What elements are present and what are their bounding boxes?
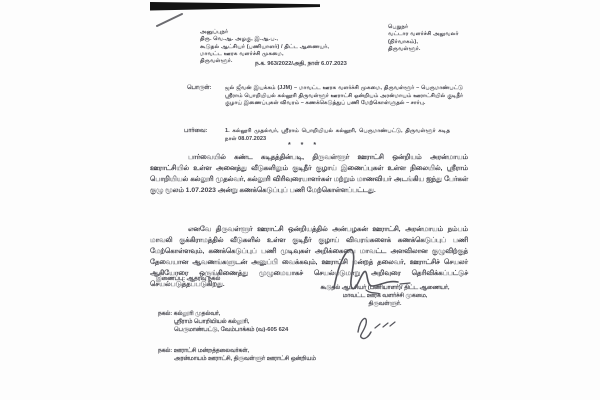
signature-mark xyxy=(320,242,415,296)
copy1-line2: ஸ்ரீராம் பொறியியல் கல்லூரி, xyxy=(174,318,250,325)
pen-slash-mark xyxy=(154,11,188,29)
copy2-line1: நகல்: ஊராட்சி மன்றத்தலைவர்கள், xyxy=(158,348,250,354)
signoff-designation: கூடுதல் ஆட்சியர் (பணியாளர்)/ திட்ட ஆணையர், xyxy=(320,285,450,291)
copy1-line3: பெருமாண்பட்டு, வேம்பாக்கம் (வ)-605 624 xyxy=(174,326,289,333)
sender-block xyxy=(200,29,350,65)
copy-block-1 xyxy=(158,311,288,334)
subject-text: ஜல் ஜீவன் இயக்கம் (JJM) – மாவட்ட ஊரக வளர்ச்சி முகமை, திருவள்ளூர் – பெருமாண்பட்டு ஸ்ரீராம் பொறியியல் கல்லூரி திருவள்ளூர் ஊராட்சி ஒன்றியம் அரன்மாயம் ஊராட்சியில் குடிநீர் குழாய் இணைப்புகள் விவரம் – கணக்கெடுத்துப் பணி மேற்கொள்ளுதல் – சார்பு. xyxy=(225,85,463,106)
recipient-place: திருவள்ளூர். xyxy=(388,45,421,52)
sender-name: திரு. வெ.ஆ. அழகு, இ.ஆ.ப., xyxy=(200,36,279,43)
initials-mark xyxy=(350,312,398,342)
copy-block-2 xyxy=(158,348,316,364)
sender-place: திருவள்ளூர். xyxy=(200,58,233,65)
enclosure-line: இணைப்பு: ஆதரவு நகல் xyxy=(156,276,221,282)
recipient-label: பெறுநர் xyxy=(388,24,409,30)
signoff-office: மாவட்ட ஊரக வளர்ச்சி முகமை, xyxy=(342,292,428,299)
sender-designation: கூடுதல் ஆட்சியர் (பணியாளர்) / திட்ட ஆணையர், xyxy=(200,43,329,50)
section-separator: * * * xyxy=(288,142,321,149)
signoff-place: திருவள்ளூர். xyxy=(368,300,402,307)
body-paragraph-2: எனவே திருவள்ளூர் ஊராட்சி ஒன்றியத்தில் அன்பழகன் ஊராட்சி, அரன்மாயம் நம்பம் மாவலி குக்கிராமத்தில் வீடுகளில் உள்ள குடிநீர் குழாய் விவரங்களைக் கணக்கெடுப்புப் பணி மேற்கொள்ளவும், கணக்கெடுப்புப் பணி முடிவுகள் அறிக்கையை மாவட்ட அளவிலான குழுவிற்குத் தேவையான ஆவணங்களுடன் அனுப்பி வைக்கவும், ஊராட்சி மன்றத் தலைவர், ஊராட்சிச் செயலர் ஆகியோரை ஒருங்கிணைத்து முழுமையாகச் செயல்படுமாறு அறிவுரை தெரிவிக்கப்பட்டுச் செயல்படுத்தப்படுகிறது. xyxy=(150,226,468,288)
copy2-line2: அரன்மாயம் ஊராட்சி, திருவள்ளூர் ஊராட்சி ஒன்றியம் xyxy=(174,355,316,362)
recipient-designation: வட்டார வளர்ச்சி அலுவலர் (நிர்வாகம்), xyxy=(388,31,459,45)
recipient-block xyxy=(388,24,488,53)
sender-office: மாவட்ட ஊரக வளர்ச்சி முகமை, xyxy=(200,50,284,57)
see-also-text: 1. கல்லூரி முதல்வர், ஸ்ரீராம் பொறியியல் கல்லூரி, பெருமாண்பட்டு, திருவள்ளூர் கடித நாள் 08.07.2023 xyxy=(225,128,450,142)
body-paragraph-1: பார்வையில் கண்ட கடிதத்தின்படி, திருவள்ளூர் ஊராட்சி ஒன்றியம் அரன்மாயம் ஊராட்சியில் உள்ள அனைத்து வீடுகளிலும் குடிநீர் குழாய் இணைப்புகள் உள்ள நிலையில், ஸ்ரீராம் பொறியியல் கல்லூரி முதல்வர், கல்லூரி விரிவுரையாளர்கள் மற்றும் மாணவியர் அடங்கிய ஐந்து பேர்கள் குழு மூலம் 1.07.2023 அன்று கணக்கெடுப்புப் பணி மேற்கொள்ளப்பட்டது. xyxy=(150,154,468,194)
see-also-label: பார்வை: xyxy=(184,128,208,134)
copy1-line1: நகல்: கல்லூரி முதல்வர், xyxy=(158,311,221,317)
reference-number-line: ந.க. 963/2022/அதி, நாள் 6.07.2023 xyxy=(255,61,347,67)
sender-label: அனுப்புநர் xyxy=(200,29,229,35)
subject-label: பொருள்: xyxy=(187,85,212,91)
